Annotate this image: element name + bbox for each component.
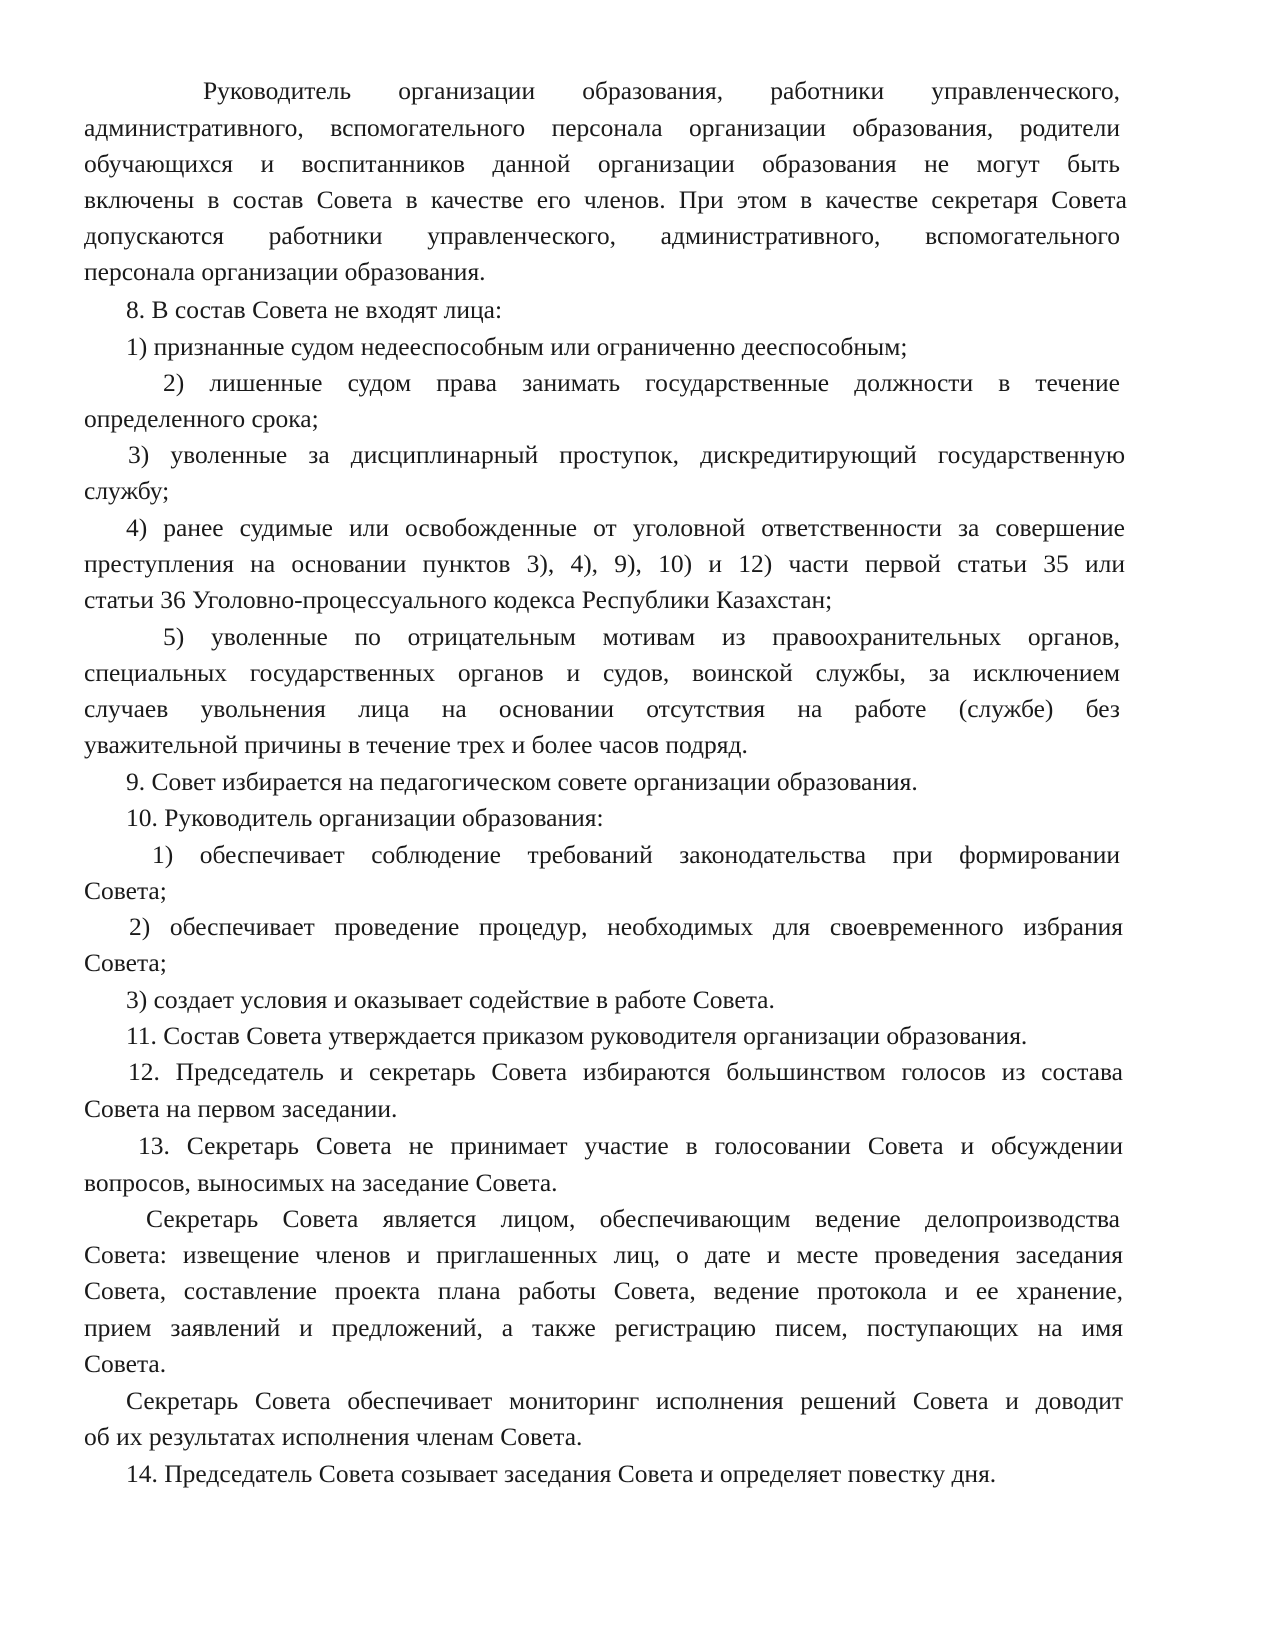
text-line: 1) признанные судом недееспособным или ограниченно дееспособным; (126, 332, 908, 361)
text-line: 13. Секретарь Совета не принимает участие в голосовании Совета и обсуждении (138, 1131, 1123, 1160)
text-line: службу; (84, 476, 170, 505)
text-line: 9. Совет избирается на педагогическом совете организации образования. (126, 767, 918, 796)
text-line: Совета на первом заседании. (84, 1094, 398, 1123)
text-line: определенного срока; (84, 404, 319, 433)
text-line: 3) уволенные за дисциплинарный проступок, дискредитирующий государственную (128, 440, 1125, 469)
text-line: 8. В состав Совета не входят лица: (126, 295, 503, 324)
text-line: статьи 36 Уголовно-процессуального кодекса Республики Казахстан; (84, 585, 833, 614)
text-line: Совета. (84, 1349, 167, 1378)
text-line: 1) обеспечивает соблюдение требований законодательства при формировании (152, 840, 1120, 869)
text-line: специальных государственных органов и судов, воинской службы, за исключением (84, 658, 1120, 687)
text-line: Руководитель организации образования, работники управленческого, (203, 76, 1120, 105)
text-line: уважительной причины в течение трех и более часов подряд. (84, 730, 748, 759)
text-line: Секретарь Совета является лицом, обеспечивающим ведение делопроизводства (146, 1204, 1120, 1233)
text-line: преступления на основании пунктов 3), 4), 9), 10) и 12) части первой статьи 35 или (84, 549, 1125, 578)
text-line: включены в состав Совета в качестве его членов. При этом в качестве секретаря Совета (84, 185, 1127, 214)
text-line: вопросов, выносимых на заседание Совета. (84, 1168, 558, 1197)
text-line: 2) обеспечивает проведение процедур, необходимых для своевременного избрания (129, 912, 1123, 941)
text-line: допускаются работники управленческого, административного, вспомогательного (84, 221, 1120, 250)
text-line: Совета; (84, 876, 167, 905)
text-line: 3) создает условия и оказывает содействие в работе Совета. (126, 985, 775, 1014)
text-line: 14. Председатель Совета созывает заседания Совета и определяет повестку дня. (126, 1459, 997, 1488)
text-line: административного, вспомогательного персонала организации образования, родители (84, 113, 1120, 142)
text-line: случаев увольнения лица на основании отсутствия на работе (службе) без (84, 694, 1120, 723)
text-line: 4) ранее судимые или освобожденные от уголовной ответственности за совершение (126, 513, 1125, 542)
text-line: 10. Руководитель организации образования: (126, 803, 604, 832)
text-line: обучающихся и воспитанников данной организации образования не могут быть (84, 149, 1120, 178)
text-line: Секретарь Совета обеспечивает мониторинг исполнения решений Совета и доводит (126, 1386, 1123, 1415)
text-line: Совета, составление проекта плана работы Совета, ведение протокола и ее хранение, (84, 1276, 1123, 1305)
text-line: 2) лишенные судом права занимать государственные должности в течение (163, 368, 1120, 397)
text-line: Совета; (84, 948, 167, 977)
text-line: об их результатах исполнения членам Совета. (84, 1422, 583, 1451)
text-line: 5) уволенные по отрицательным мотивам из правоохранительных органов, (163, 622, 1120, 651)
text-line: прием заявлений и предложений, а также регистрацию писем, поступающих на имя (84, 1313, 1123, 1342)
text-line: Совета: извещение членов и приглашенных лиц, о дате и месте проведения заседания (84, 1240, 1123, 1269)
text-line: 11. Состав Совета утверждается приказом руководителя организации образования. (126, 1021, 1028, 1050)
text-line: 12. Председатель и секретарь Совета избираются большинством голосов из состава (128, 1057, 1123, 1086)
text-line: персонала организации образования. (84, 257, 486, 286)
